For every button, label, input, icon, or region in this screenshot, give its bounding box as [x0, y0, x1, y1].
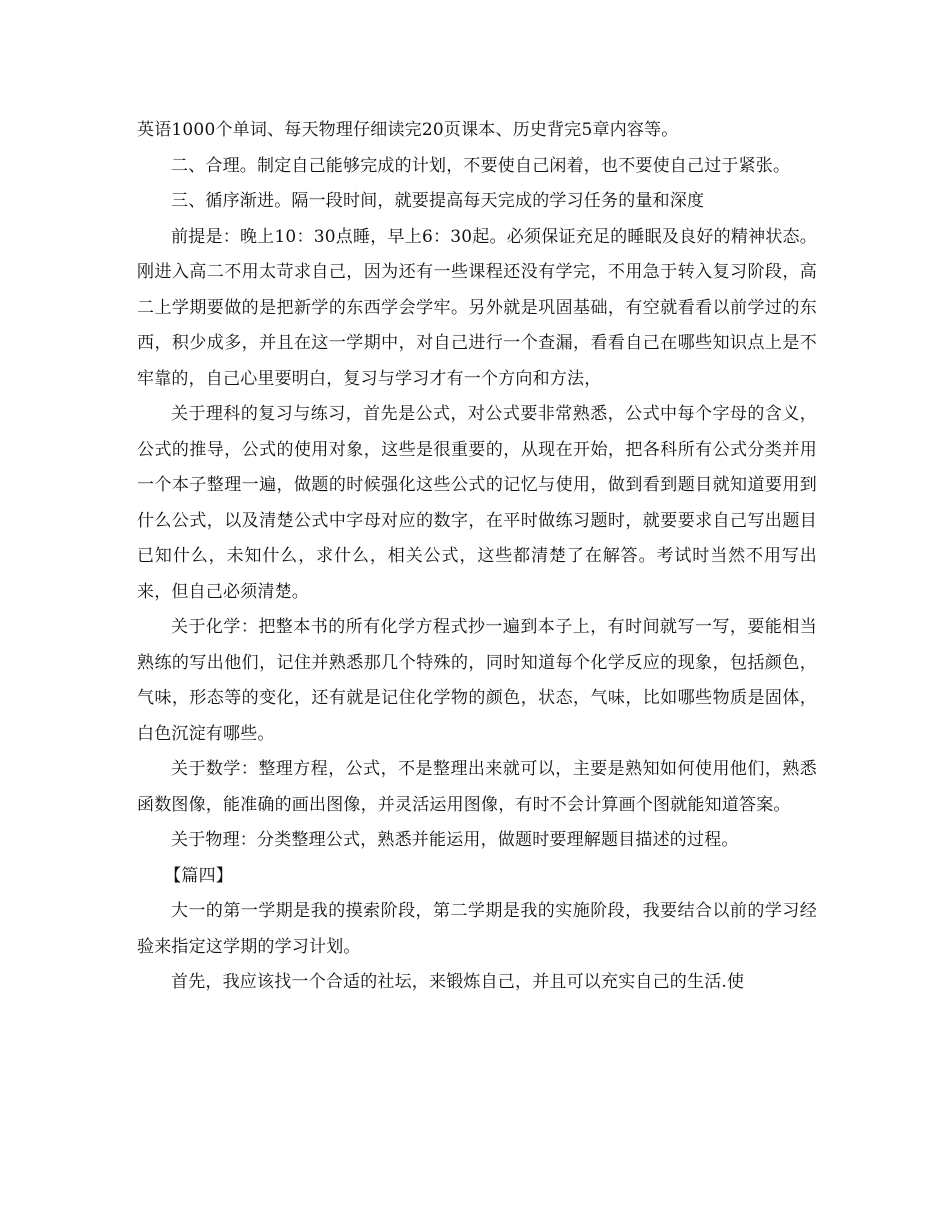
paragraph-club: 首先，我应该找一个合适的社坛，来锻炼自己，并且可以充实自己的生活.使	[171, 972, 745, 992]
paragraph-math: 关于数学：整理方程，公式，不是整理出来就可以，主要是熟知如何使用他们，熟悉函数图像，能准确的画出图像，并灵活运用图像，有时不会计算画个图就能知道答案。	[137, 759, 817, 815]
paragraph-freshman: 大一的第一学期是我的摸索阶段，第二学期是我的实施阶段，我要结合以前的学习经验来指定这学期的学习计划。	[137, 901, 817, 957]
paragraph-science-review: 关于理科的复习与练习，首先是公式，对公式要非常熟悉，公式中每个字母的含义，公式的推导，公式的使用对象，这些是很重要的，从现在开始，把各科所有公式分类并用一个本子整理一遍，做题的时候强化这些公式的记忆与使用，做到看到题目就知道要用到什么公式，以及清楚公式中字母对应的数字，在平时做练习题时，就要要求自己写出题目已知什么，未知什么，求什么，相关公式，这些都清楚了在解答。考试时当然不用写出来，但自己必须清楚。	[137, 404, 817, 602]
document-body	[137, 113, 817, 1001]
paragraph-physics: 关于物理：分类整理公式，熟悉并能运用，做题时要理解题目描述的过程。	[171, 830, 739, 850]
paragraph-chemistry: 关于化学：把整本书的所有化学方程式抄一遍到本子上，有时间就写一写，要能相当熟练的写出他们，记住并熟悉那几个特殊的，同时知道每个化学反应的现象，包括颜色，气味，形态等的变化，还有就是记住化学物的颜色，状态，气味，比如哪些物质是固体，白色沉淀有哪些。	[137, 617, 817, 744]
paragraph-gradual: 三、循序渐进。隔一段时间，就要提高每天完成的学习任务的量和深度	[171, 191, 705, 211]
section-heading: 【篇四】	[164, 865, 233, 886]
paragraph-reasonable: 二、合理。制定自己能够完成的计划，不要使自己闲着，也不要使自己过于紧张。	[171, 155, 791, 176]
paragraph-continued: 英语1000个单词、每天物理仔细读完20页课本、历史背完5章内容等。	[137, 120, 679, 140]
paragraph-premise: 前提是：晚上10：30点睡，早上6：30起。必须保证充足的睡眠及良好的精神状态。刚进入高二不用太苛求自己，因为还有一些课程还没有学完，不用急于转入复习阶段，高二上学期要做的是把新学的东西学会学牢。另外就是巩固基础，有空就看看以前学过的东西，积少成多，并且在这一学期中，对自己进行一个查漏，看看自己在哪些知识点上是不牢靠的，自己心里要明白，复习与学习才有一个方向和方法，	[137, 226, 817, 389]
